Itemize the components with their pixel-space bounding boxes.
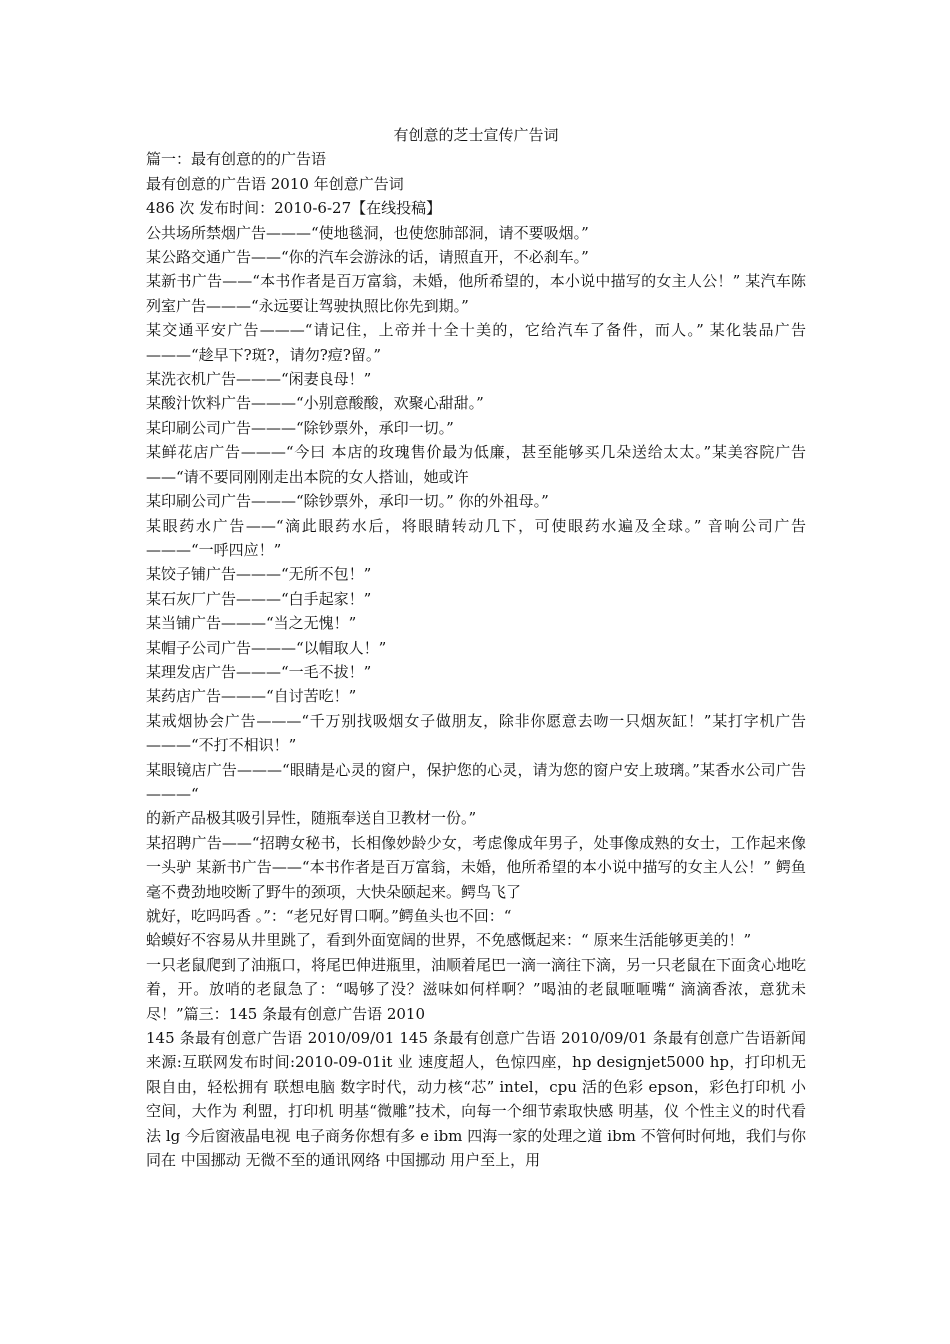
- paragraph: 某眼镜店广告———“眼睛是心灵的窗户，保护您的心灵，请为您的窗户安上玻璃。”某香水公司广告———“: [146, 760, 806, 803]
- document-title: 有创意的芝士宣传广告词: [393, 126, 559, 144]
- paragraph: 篇一：最有创意的的广告语: [146, 150, 327, 169]
- paragraph: 某印刷公司广告———“除钞票外，承印一切。”: [146, 418, 454, 437]
- paragraph: 某洗衣机广告———“闲妻良母！”: [146, 370, 372, 389]
- document-body: [146, 147, 806, 1172]
- paragraph: 某鲜花店广告———“今曰 本店的玫瑰售价最为低廉，甚至能够买几朵送给太太。”某美容院广告——“请不要同刚刚走出本院的女人搭讪，她或许: [146, 443, 806, 486]
- paragraph: 某交通平安广告———“请记住，上帝并十全十美的，它给汽车了备件，而人。” 某化装品广告———“趁早下?斑?，请勿?痘?留。”: [146, 321, 806, 364]
- paragraph: 某理发店广告———“一毛不拔！”: [146, 662, 372, 681]
- paragraph: 145 条最有创意广告语 2010/09/01 145 条最有创意广告语 2010/09/01 条最有创意广告语新闻来源:互联网发布时间:2010-09-01it 业 速度超人，色惊四座，hp designjet5000 hp，打印机无限自由，轻松拥有 联想电脑 数字时代，动力核“芯” intel，cpu 活的色彩 epson，彩色打印机 小空间，大作为 利盟，打印机 明基“微雕”技术，向每一个细节索取快感 明基，仪 个性主义的时代看法 lg 今后窗液晶电视 电子商务你想有多 e ibm 四海一家的处理之道 ibm 不管何时何地，我们与你同在 中国挪动 无微不至的通讯网络 中国挪动 用户至上，用: [146, 1029, 806, 1170]
- paragraph: 某眼药水广告——“滴此眼药水后，将眼睛转动几下，可使眼药水遍及全球。” 音响公司广告———“一呼四应！”: [146, 516, 806, 559]
- paragraph: 某戒烟协会广告———“千万别找吸烟女子做朋友，除非你愿意去吻一只烟灰缸！”某打字机广告———“不打不相识！”: [146, 711, 806, 755]
- paragraph: 一只老鼠爬到了油瓶口，将尾巴伸进瓶里，油顺着尾巴一滴一滴往下滴，另一只老鼠在下面贪心地吃着，开。放哨的老鼠急了：“喝够了没？滋味如何样啊？”喝油的老鼠咂咂嘴“ 滴滴香浓，意犹未尽！”篇三：145 条最有创意广告语 2010: [146, 955, 807, 1023]
- paragraph: 486 次 发布时间：2010-6-27【在线投稿】: [146, 199, 442, 218]
- paragraph: 某药店广告———“自讨苦吃！”: [146, 687, 357, 706]
- paragraph: 某帽子公司广告———“以帽取人！”: [146, 638, 387, 657]
- paragraph: 某石灰厂广告———“白手起家！”: [146, 589, 372, 608]
- paragraph: 某新书广告——“本书作者是百万富翁，未婚，他所希望的，本小说中描写的女主人公！” 某汽车陈列室广告———“永远要让驾驶执照比你先到期。”: [146, 272, 806, 315]
- paragraph: 某饺子铺广告———“无所不包！”: [146, 565, 372, 584]
- paragraph: 某公路交通广告——“你的汽车会游泳的话，请照直开，不必刹车。”: [146, 248, 589, 267]
- paragraph: 最有创意的广告语 2010 年创意广告词: [146, 174, 404, 193]
- paragraph: 蛤蟆好不容易从井里跳了，看到外面宽阔的世界，不免感慨起来：“ 原来生活能够更美的！”: [146, 931, 752, 950]
- paragraph: 某印刷公司广告———“除钞票外，承印一切。” 你的外祖母。”: [146, 492, 549, 511]
- paragraph: 就好，吃吗吗香 。”：“老兄好胃口啊。”鳄鱼头也不回：“: [146, 907, 512, 925]
- paragraph: 某招聘广告——“招聘女秘书，长相像妙龄少女，考虑像成年男子，处事像成熟的女士，工作起来像一头驴 某新书广告——“本书作者是百万富翁，未婚，他所希望的本小说中描写的女主人公！” 鳄鱼毫不费劲地咬断了野牛的颈项，大快朵颐起来。鳄鸟飞了: [146, 833, 806, 901]
- paragraph: 某酸汁饮料广告———“小别意酸酸，欢聚心甜甜。”: [146, 394, 484, 413]
- paragraph: 某当铺广告———“当之无愧！”: [146, 614, 357, 633]
- document-page: [146, 123, 806, 1172]
- paragraph: 公共场所禁烟广告———“使地毯洞，也使您肺部洞，请不要吸烟。”: [146, 223, 589, 242]
- paragraph: 的新产品极其吸引异性，随瓶奉送自卫教材一份。”: [146, 809, 477, 828]
